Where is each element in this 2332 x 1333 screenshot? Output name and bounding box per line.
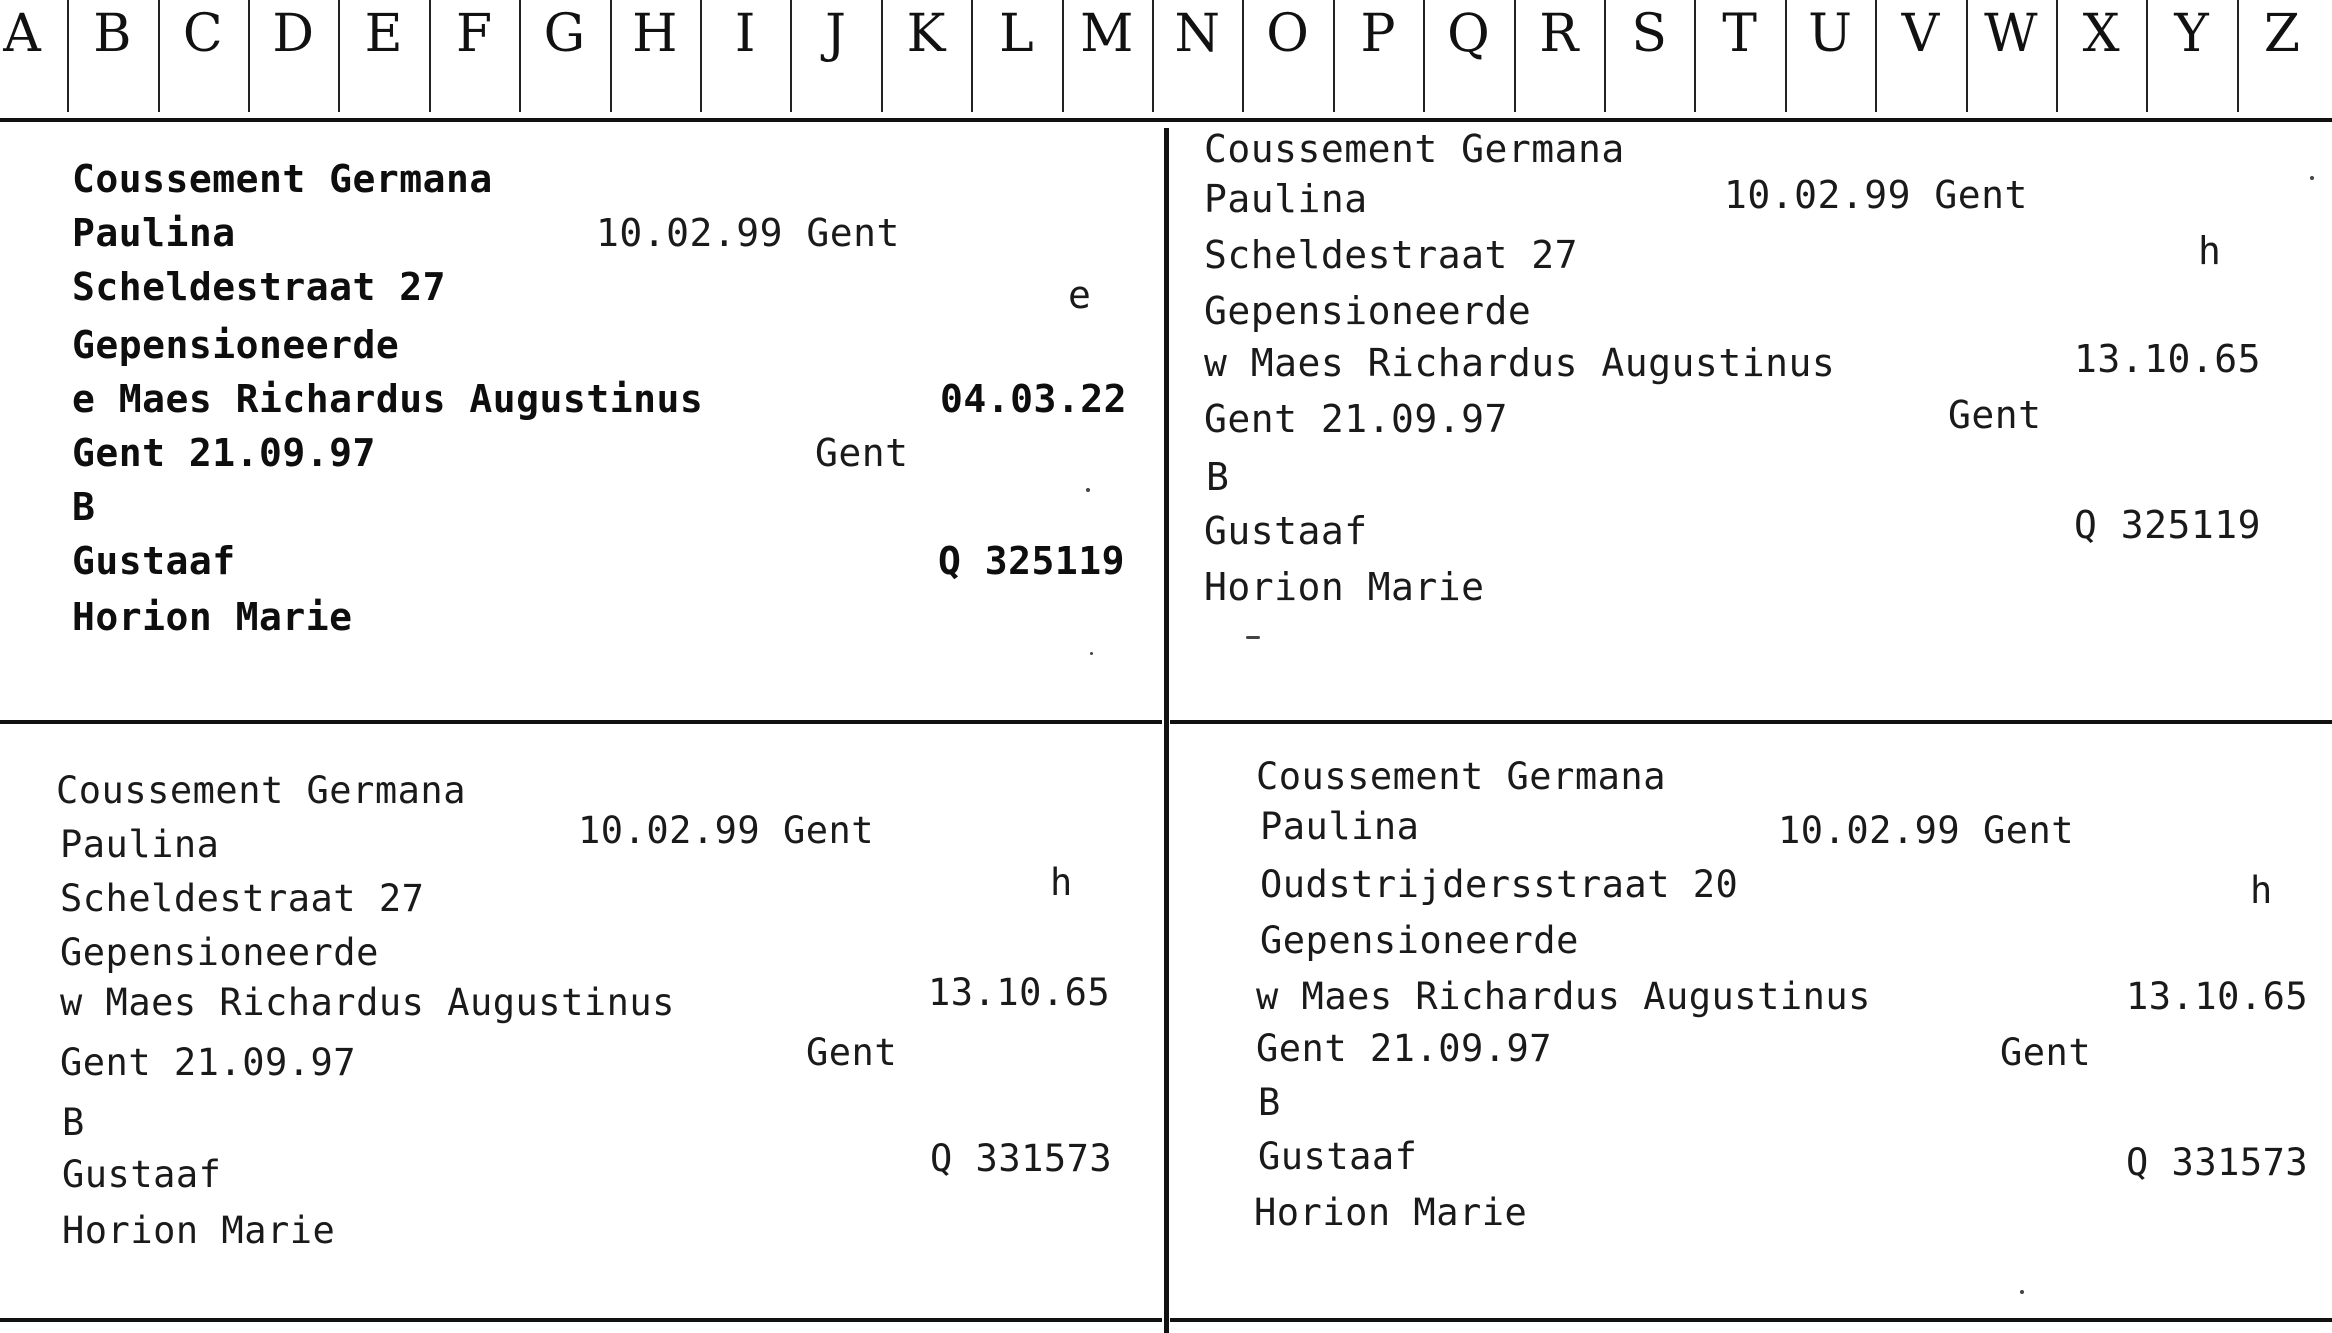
index-separator (1423, 0, 1425, 112)
index-separator (429, 0, 431, 112)
card-number: Q 331573 (2126, 1141, 2309, 1184)
bottom-divider-right (1170, 1318, 2332, 1322)
index-separator (67, 0, 69, 112)
index-separator (790, 0, 792, 112)
card-place-right: Gent (2000, 1031, 2092, 1074)
card-code: B (1206, 455, 1230, 499)
card-father: Gustaaf (62, 1153, 222, 1196)
card-place-right: Gent (1948, 393, 2042, 437)
index-separator (2146, 0, 2148, 112)
alphabet-index-strip (0, 0, 2332, 122)
index-letter-t: T (1722, 4, 1757, 64)
index-letter-b: B (93, 4, 132, 64)
index-separator (1242, 0, 1244, 112)
card-marker: h (2250, 869, 2273, 912)
card-marker: h (1050, 861, 1073, 904)
index-separator (700, 0, 702, 112)
card-number: Q 331573 (930, 1137, 1113, 1180)
index-letter-q: Q (1447, 4, 1490, 64)
index-separator (881, 0, 883, 112)
scan-speck (1090, 652, 1093, 655)
index-letter-s: S (1631, 4, 1667, 64)
bottom-divider-left (0, 1318, 1162, 1322)
card-occupation: Gepensioneerde (1260, 919, 1579, 962)
index-separator (610, 0, 612, 112)
card-first-names: Paulina (72, 211, 236, 255)
row-divider-right (1170, 720, 2332, 724)
row-divider-left (0, 720, 1162, 724)
index-separator (338, 0, 340, 112)
index-letter-o: O (1266, 4, 1309, 64)
card-father: Gustaaf (1258, 1135, 1418, 1178)
index-strip-border (0, 118, 2332, 122)
card-place-date: Gent 21.09.97 (1204, 397, 1508, 441)
index-letter-y: Y (2174, 4, 2209, 64)
index-separator (971, 0, 973, 112)
card-number: Q 325119 (938, 539, 1126, 583)
card-birth: 10.02.99 Gent (1724, 173, 2028, 217)
card-spouse-date: 04.03.22 (940, 377, 1128, 421)
index-letter-h: H (632, 4, 678, 64)
index-separator (2056, 0, 2058, 112)
card-place-date: Gent 21.09.97 (1256, 1027, 1553, 1070)
card-birth: 10.02.99 Gent (596, 211, 900, 255)
index-letter-e: E (364, 4, 403, 64)
index-separator (1875, 0, 1877, 112)
card-spouse: e Maes Richardus Augustinus (72, 377, 704, 421)
card-code: B (1258, 1081, 1281, 1124)
index-separator (519, 0, 521, 112)
index-letter-v: V (1901, 4, 1940, 64)
card-place-right: Gent (806, 1031, 898, 1074)
index-separator (1062, 0, 1064, 112)
index-letter-x: X (2082, 4, 2120, 64)
index-letter-p: P (1360, 4, 1396, 64)
index-separator (1514, 0, 1516, 112)
index-letter-w: W (1984, 4, 2038, 64)
card-name: Coussement Germana (1256, 755, 1666, 798)
card-first-names: Paulina (60, 823, 220, 866)
card-birth: 10.02.99 Gent (1778, 809, 2075, 852)
card-spouse-date: 13.10.65 (928, 971, 1111, 1014)
card-spouse: w Maes Richardus Augustinus (60, 981, 675, 1024)
index-letter-i: I (734, 4, 756, 64)
index-separator (1785, 0, 1787, 112)
card-address: Scheldestraat 27 (1204, 233, 1579, 277)
card-spouse-date: 13.10.65 (2074, 337, 2262, 381)
index-letter-k: K (906, 4, 946, 64)
index-letter-a: A (3, 4, 41, 64)
card-address: Oudstrijdersstraat 20 (1260, 863, 1739, 906)
index-letter-m: M (1080, 4, 1134, 64)
index-separator (1966, 0, 1968, 112)
card-code: B (72, 485, 96, 529)
index-letter-l: L (999, 4, 1034, 64)
card-name: Coussement Germana (72, 157, 493, 201)
index-letter-n: N (1174, 4, 1220, 64)
scan-speck (2020, 1290, 2024, 1294)
card-number: Q 325119 (2074, 503, 2262, 547)
card-code: B (62, 1101, 85, 1144)
card-marker: h (2198, 229, 2222, 273)
card-first-names: Paulina (1204, 177, 1368, 221)
card-place-date: Gent 21.09.97 (60, 1041, 357, 1084)
card-mother: Horion Marie (1254, 1191, 1528, 1234)
card-father: Gustaaf (1204, 509, 1368, 553)
scan-speck (2310, 176, 2314, 180)
scan-speck (1246, 636, 1260, 639)
card-place-date: Gent 21.09.97 (72, 431, 376, 475)
index-separator (158, 0, 160, 112)
card-mother: Horion Marie (72, 595, 353, 639)
index-letter-f: F (455, 4, 493, 64)
index-separator (1604, 0, 1606, 112)
index-separator (1333, 0, 1335, 112)
card-occupation: Gepensioneerde (72, 323, 400, 367)
index-letter-j: J (825, 4, 847, 64)
index-separator (248, 0, 250, 112)
card-spouse-date: 13.10.65 (2126, 975, 2309, 1018)
card-marker: e (1068, 273, 1092, 317)
card-mother: Horion Marie (1204, 565, 1485, 609)
card-first-names: Paulina (1260, 805, 1420, 848)
index-letter-z: Z (2263, 4, 2301, 64)
card-address: Scheldestraat 27 (72, 265, 447, 309)
index-separator (2237, 0, 2239, 112)
index-separator (1694, 0, 1696, 112)
card-spouse: w Maes Richardus Augustinus (1256, 975, 1871, 1018)
index-letter-c: C (182, 4, 223, 64)
center-divider (1164, 128, 1169, 1333)
card-father: Gustaaf (72, 539, 236, 583)
card-occupation: Gepensioneerde (1204, 289, 1532, 333)
card-name: Coussement Germana (1204, 127, 1625, 171)
index-letter-g: G (543, 4, 586, 64)
index-letter-u: U (1808, 4, 1852, 64)
card-occupation: Gepensioneerde (60, 931, 379, 974)
card-birth: 10.02.99 Gent (578, 809, 875, 852)
card-address: Scheldestraat 27 (60, 877, 425, 920)
index-separator (1152, 0, 1154, 112)
card-mother: Horion Marie (62, 1209, 336, 1252)
index-letter-r: R (1539, 4, 1579, 64)
scan-speck (1086, 488, 1090, 492)
card-name: Coussement Germana (56, 769, 466, 812)
card-spouse: w Maes Richardus Augustinus (1204, 341, 1836, 385)
index-letter-d: D (272, 4, 315, 64)
card-place-right: Gent (815, 431, 909, 475)
